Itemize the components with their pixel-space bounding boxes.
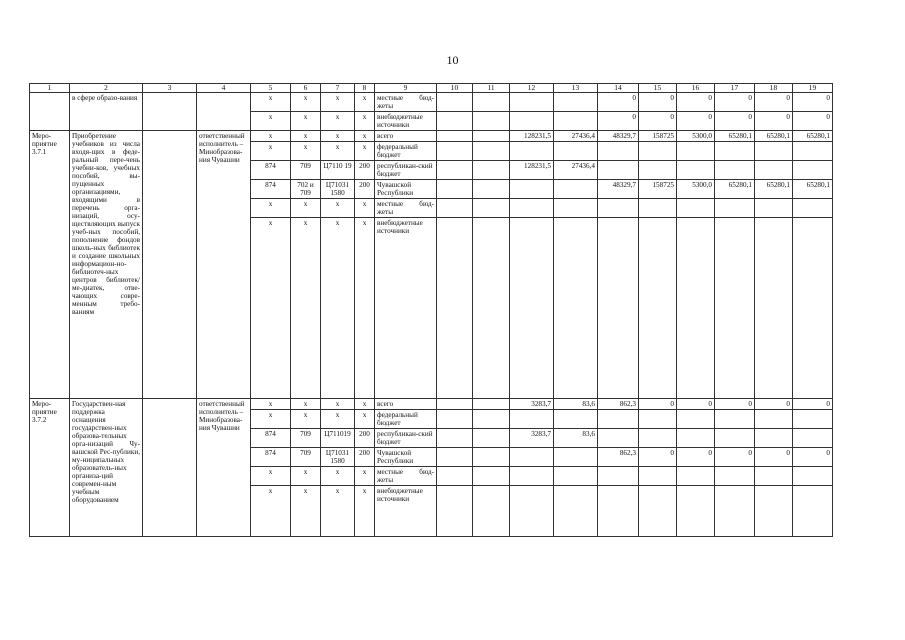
cell-c12: [510, 467, 554, 486]
table-row: [30, 399, 833, 410]
cell-c15: 0: [639, 93, 677, 112]
cell-c16: 0: [677, 93, 715, 112]
cell-c14: [598, 429, 639, 448]
cell-c12: 128231,5: [510, 131, 554, 142]
cell-c14: [598, 486, 639, 537]
cell-c9: внебюджетные источники: [375, 112, 437, 131]
cell-c10: [437, 429, 473, 448]
cell-c19: [793, 142, 833, 161]
cell-c17: [715, 467, 755, 486]
cell-c17: [715, 486, 755, 537]
cell-c13: [554, 199, 598, 218]
cell-c6: 702 и 709: [291, 180, 321, 199]
header-cell: 17: [715, 84, 755, 93]
cell-c15: [639, 467, 677, 486]
header-cell: 16: [677, 84, 715, 93]
cell-c13: [554, 112, 598, 131]
table-row: [30, 93, 833, 112]
cell-c4: ответственный исполнитель – Минобразова-ния Чувашии: [197, 399, 251, 537]
cell-c14: 48329,7: [598, 131, 639, 142]
cell-c12: 3283,7: [510, 399, 554, 410]
cell-c8: x: [355, 112, 375, 131]
cell-c16: 0: [677, 448, 715, 467]
cell-c16: [677, 410, 715, 429]
cell-c7: x: [321, 199, 355, 218]
cell-c15: [639, 486, 677, 537]
cell-c10: [437, 131, 473, 142]
cell-c17: 0: [715, 112, 755, 131]
cell-c7: Ц711019: [321, 429, 355, 448]
cell-c16: [677, 161, 715, 180]
cell-c6: x: [291, 399, 321, 410]
cell-c15: 158725: [639, 131, 677, 142]
cell-c10: [437, 112, 473, 131]
cell-c10: [437, 467, 473, 486]
cell-c6: x: [291, 131, 321, 142]
cell-c11: [473, 399, 510, 410]
cell-c13: [554, 467, 598, 486]
cell-c19: 0: [793, 93, 833, 112]
table-row: [30, 131, 833, 142]
cell-c5: x: [251, 467, 291, 486]
header-cell: 13: [554, 84, 598, 93]
header-cell: 2: [70, 84, 143, 93]
cell-c8: x: [355, 142, 375, 161]
cell-c16: 5300,0: [677, 180, 715, 199]
cell-c12: [510, 93, 554, 112]
cell-c9: всего: [375, 399, 437, 410]
cell-c13: [554, 448, 598, 467]
header-cell: 4: [197, 84, 251, 93]
cell-c7: x: [321, 218, 355, 399]
cell-c3: [143, 93, 197, 131]
cell-c10: [437, 93, 473, 112]
header-cell: 5: [251, 84, 291, 93]
cell-c10: [437, 486, 473, 537]
cell-c2: Государствен-ная поддержка оснащения государствен-ных образова-тельных орга-низаций Чу-вашской Рес-публики, му-ниципальных образователь-ных организа-ций современ-ным учебным оборудованием: [70, 399, 143, 537]
cell-c14: [598, 218, 639, 399]
cell-c15: [639, 429, 677, 448]
cell-c11: [473, 142, 510, 161]
cell-c12: [510, 142, 554, 161]
cell-c17: 0: [715, 448, 755, 467]
cell-c18: [755, 486, 793, 537]
cell-c2: Приобретение учебников из числа входя-щих в феде-ральный пере-чень учебни-ков, учебных пособий, вы-пущенных организациями, входящими в перечень орга-низаций, осу-ществляющих выпуск учеб-ных пособий, пополнение фондов школь-ных библиотек и создание школьных информацион-но-библиотеч-ных центров библиотек/ме-диатек, отве-чающих совре-менным требо-ваниям: [70, 131, 143, 399]
cell-c5: x: [251, 199, 291, 218]
cell-c19: [793, 467, 833, 486]
cell-c6: x: [291, 142, 321, 161]
cell-c6: x: [291, 218, 321, 399]
cell-c5: x: [251, 399, 291, 410]
cell-c8: x: [355, 399, 375, 410]
cell-c18: [755, 429, 793, 448]
cell-c9: внебюджетные источники: [375, 486, 437, 537]
cell-c7: x: [321, 142, 355, 161]
cell-c6: x: [291, 93, 321, 112]
cell-c15: 0: [639, 112, 677, 131]
cell-c16: 5300,0: [677, 131, 715, 142]
cell-c14: [598, 199, 639, 218]
cell-c10: [437, 161, 473, 180]
cell-c12: 3283,7: [510, 429, 554, 448]
cell-c6: x: [291, 486, 321, 537]
cell-c8: 200: [355, 448, 375, 467]
cell-c18: [755, 199, 793, 218]
cell-c8: 200: [355, 429, 375, 448]
header-cell: 7: [321, 84, 355, 93]
cell-c7: Ц71031 1580: [321, 448, 355, 467]
cell-c13: 83,6: [554, 429, 598, 448]
cell-c7: Ц71031 1580: [321, 180, 355, 199]
cell-c8: x: [355, 467, 375, 486]
cell-c15: [639, 142, 677, 161]
cell-c11: [473, 410, 510, 429]
header-cell: 15: [639, 84, 677, 93]
page-number: 10: [446, 53, 459, 67]
cell-c7: x: [321, 112, 355, 131]
cell-c14: 862,3: [598, 399, 639, 410]
cell-c15: [639, 161, 677, 180]
cell-c15: [639, 410, 677, 429]
cell-c18: [755, 467, 793, 486]
cell-c5: 874: [251, 180, 291, 199]
cell-c16: [677, 142, 715, 161]
header-cell: 10: [437, 84, 473, 93]
cell-c8: x: [355, 93, 375, 112]
budget-table: [29, 83, 833, 537]
cell-c19: [793, 429, 833, 448]
header-cell: 18: [755, 84, 793, 93]
cell-c18: 0: [755, 93, 793, 112]
cell-c11: [473, 112, 510, 131]
cell-c8: x: [355, 410, 375, 429]
cell-c9: местные бюд-жеты: [375, 199, 437, 218]
cell-c16: [677, 199, 715, 218]
cell-c11: [473, 131, 510, 142]
cell-c1: Меро-приятие 3.7.1: [30, 131, 70, 399]
cell-c12: [510, 486, 554, 537]
header-cell: 1: [30, 84, 70, 93]
cell-c18: 65280,1: [755, 180, 793, 199]
cell-c10: [437, 142, 473, 161]
cell-c7: Ц7110 19: [321, 161, 355, 180]
header-cell: 19: [793, 84, 833, 93]
cell-c10: [437, 410, 473, 429]
cell-c8: 200: [355, 161, 375, 180]
cell-c7: x: [321, 93, 355, 112]
cell-c14: [598, 161, 639, 180]
cell-c15: 0: [639, 448, 677, 467]
cell-c6: x: [291, 467, 321, 486]
cell-c18: 0: [755, 112, 793, 131]
header-cell: 12: [510, 84, 554, 93]
cell-c19: 65280,1: [793, 131, 833, 142]
cell-c18: [755, 142, 793, 161]
cell-c9: Чувашской Республики: [375, 448, 437, 467]
cell-c5: x: [251, 93, 291, 112]
cell-c16: [677, 486, 715, 537]
cell-c18: 65280,1: [755, 131, 793, 142]
cell-c9: республикан-ский бюджет: [375, 161, 437, 180]
cell-c5: 874: [251, 161, 291, 180]
cell-c12: [510, 199, 554, 218]
cell-c10: [437, 218, 473, 399]
cell-c16: 0: [677, 112, 715, 131]
cell-c4: ответственный исполнитель – Минобразова-ния Чувашии: [197, 131, 251, 399]
cell-c7: x: [321, 467, 355, 486]
cell-c10: [437, 199, 473, 218]
cell-c19: 0: [793, 112, 833, 131]
cell-c12: [510, 410, 554, 429]
cell-c17: [715, 410, 755, 429]
cell-c17: 65280,1: [715, 180, 755, 199]
cell-c11: [473, 486, 510, 537]
cell-c5: 874: [251, 429, 291, 448]
cell-c6: x: [291, 199, 321, 218]
cell-c5: 874: [251, 448, 291, 467]
cell-c11: [473, 429, 510, 448]
cell-c9: федеральный бюджет: [375, 410, 437, 429]
cell-c6: x: [291, 112, 321, 131]
cell-c15: 0: [639, 399, 677, 410]
cell-c9: всего: [375, 131, 437, 142]
cell-c11: [473, 93, 510, 112]
cell-c13: 27436,4: [554, 161, 598, 180]
cell-c13: [554, 218, 598, 399]
cell-c18: 0: [755, 399, 793, 410]
cell-c11: [473, 199, 510, 218]
cell-c19: 0: [793, 448, 833, 467]
cell-c14: 0: [598, 93, 639, 112]
cell-c15: 158725: [639, 180, 677, 199]
cell-c17: [715, 199, 755, 218]
cell-c7: x: [321, 410, 355, 429]
header-cell: 11: [473, 84, 510, 93]
cell-c19: [793, 486, 833, 537]
cell-c9: федеральный бюджет: [375, 142, 437, 161]
cell-c9: местные бюд-жеты: [375, 467, 437, 486]
cell-c17: [715, 429, 755, 448]
cell-c12: [510, 180, 554, 199]
cell-c7: x: [321, 131, 355, 142]
header-cell: 14: [598, 84, 639, 93]
cell-c11: [473, 218, 510, 399]
cell-c10: [437, 448, 473, 467]
cell-c13: [554, 410, 598, 429]
cell-c1: Меро-приятие 3.7.2: [30, 399, 70, 537]
cell-c12: [510, 112, 554, 131]
header-cell: 3: [143, 84, 197, 93]
cell-c16: [677, 467, 715, 486]
cell-c1: [30, 93, 70, 131]
cell-c19: [793, 410, 833, 429]
cell-c12: [510, 218, 554, 399]
cell-c5: x: [251, 410, 291, 429]
cell-c13: 27436,4: [554, 131, 598, 142]
cell-c11: [473, 180, 510, 199]
cell-c17: [715, 142, 755, 161]
cell-c7: x: [321, 399, 355, 410]
cell-c6: x: [291, 410, 321, 429]
cell-c8: x: [355, 131, 375, 142]
cell-c13: 83,6: [554, 399, 598, 410]
cell-c5: x: [251, 112, 291, 131]
cell-c12: 128231,5: [510, 161, 554, 180]
cell-c18: [755, 218, 793, 399]
cell-c9: внебюджетные источники: [375, 218, 437, 399]
cell-c5: x: [251, 131, 291, 142]
cell-c19: [793, 218, 833, 399]
cell-c7: x: [321, 486, 355, 537]
cell-c14: 0: [598, 112, 639, 131]
cell-c11: [473, 467, 510, 486]
cell-c13: [554, 93, 598, 112]
cell-c3: [143, 131, 197, 399]
cell-c12: [510, 448, 554, 467]
cell-c19: 65280,1: [793, 180, 833, 199]
cell-c18: [755, 410, 793, 429]
header-cell: 6: [291, 84, 321, 93]
cell-c4: [197, 93, 251, 131]
cell-c8: x: [355, 486, 375, 537]
cell-c8: x: [355, 199, 375, 218]
cell-c14: [598, 142, 639, 161]
cell-c6: 709: [291, 161, 321, 180]
cell-c16: [677, 429, 715, 448]
cell-c17: [715, 218, 755, 399]
cell-c2: в сфере образо-вания: [70, 93, 143, 131]
cell-c14: 862,3: [598, 448, 639, 467]
cell-c17: [715, 161, 755, 180]
cell-c19: [793, 161, 833, 180]
cell-c5: x: [251, 142, 291, 161]
cell-c18: 0: [755, 448, 793, 467]
cell-c18: [755, 161, 793, 180]
cell-c13: [554, 142, 598, 161]
cell-c13: [554, 486, 598, 537]
cell-c17: 65280,1: [715, 131, 755, 142]
cell-c15: [639, 218, 677, 399]
cell-c14: [598, 467, 639, 486]
cell-c8: 200: [355, 180, 375, 199]
cell-c3: [143, 399, 197, 537]
cell-c17: 0: [715, 399, 755, 410]
cell-c14: 48329,7: [598, 180, 639, 199]
cell-c15: [639, 199, 677, 218]
header-cell: 8: [355, 84, 375, 93]
cell-c17: 0: [715, 93, 755, 112]
cell-c14: [598, 410, 639, 429]
cell-c16: [677, 218, 715, 399]
cell-c9: Чувашской Республики: [375, 180, 437, 199]
cell-c9: республикан-ский бюджет: [375, 429, 437, 448]
cell-c11: [473, 161, 510, 180]
cell-c9: местные бюд-жеты: [375, 93, 437, 112]
header-cell: 9: [375, 84, 437, 93]
cell-c10: [437, 180, 473, 199]
cell-c5: x: [251, 486, 291, 537]
cell-c6: 709: [291, 448, 321, 467]
cell-c19: [793, 199, 833, 218]
cell-c19: 0: [793, 399, 833, 410]
cell-c11: [473, 448, 510, 467]
cell-c5: x: [251, 218, 291, 399]
cell-c10: [437, 399, 473, 410]
header-row: [30, 84, 833, 93]
cell-c8: x: [355, 218, 375, 399]
cell-c13: [554, 180, 598, 199]
cell-c6: 709: [291, 429, 321, 448]
cell-c16: 0: [677, 399, 715, 410]
